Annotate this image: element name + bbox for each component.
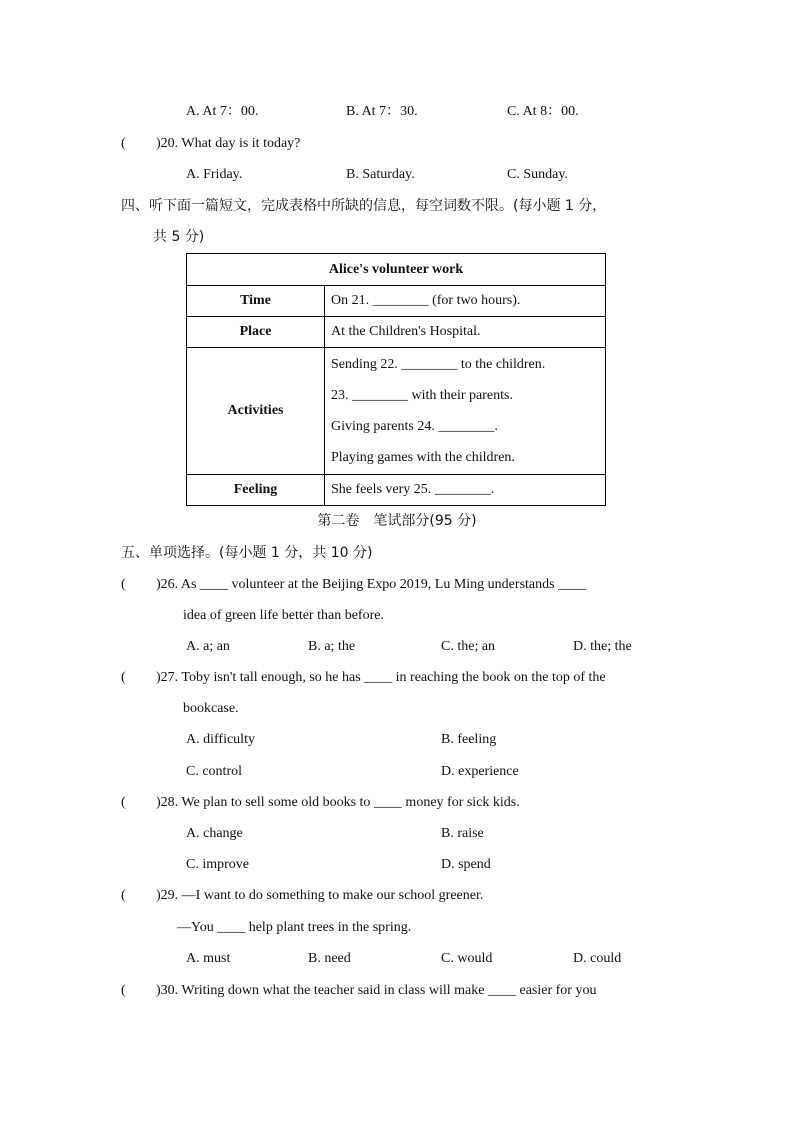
table-title-row	[187, 254, 606, 286]
q29-option-b: B. need	[308, 951, 351, 966]
place-value: At the Children's Hospital.	[325, 317, 606, 348]
activities-label: Activities	[187, 348, 325, 475]
q30-answer-bracket: (	[121, 983, 126, 998]
part2-title: 第二卷 笔试部分(95 分)	[317, 513, 477, 529]
q20-stem-text: 20. What day is it today?	[160, 136, 301, 151]
q26-answer-bracket: (	[121, 577, 126, 592]
time-value: On 21. ________ (for two hours).	[325, 286, 606, 317]
section4-header-line2: 共 5 分)	[153, 229, 205, 245]
q20-option-a: A. Friday.	[186, 167, 243, 182]
table-row-feeling	[187, 475, 606, 506]
table-row-place	[187, 317, 606, 348]
q27-option-c: C. control	[186, 764, 242, 779]
section5-header: 五、单项选择。(每小题 1 分，共 10 分)	[121, 545, 373, 561]
volunteer-info-table	[186, 253, 606, 506]
section4-header-line1: 四、听下面一篇短文，完成表格中所缺的信息，每空词数不限。(每小题 1 分，	[121, 198, 607, 214]
activity-line: Giving parents 24. ________.	[331, 419, 498, 434]
feeling-label: Feeling	[187, 475, 325, 506]
q28-option-a: A. change	[186, 826, 243, 841]
q26-stem-line2: idea of green life better than before.	[183, 608, 384, 623]
q28-stem: )28. We plan to sell some old books to ____ money for sick kids.	[156, 795, 520, 810]
q20-stem	[156, 135, 300, 153]
activity-line: Playing games with the children.	[331, 450, 515, 465]
time-label: Time	[187, 286, 325, 317]
q29-option-a: A. must	[186, 951, 231, 966]
q27-option-a: A. difficulty	[186, 732, 255, 747]
q27-option-b: B. feeling	[441, 732, 497, 747]
place-label: Place	[187, 317, 325, 348]
q28-option-b: B. raise	[441, 826, 484, 841]
q27-stem-line2: bookcase.	[183, 701, 239, 716]
q26-option-d: D. the; the	[573, 639, 632, 654]
q29-stem-line2: —You ____ help plant trees in the spring.	[177, 920, 412, 935]
q20-answer-bracket-open: (	[121, 136, 126, 151]
q26-option-c: C. the; an	[441, 639, 496, 654]
q19-option-a: A. At 7：00.	[186, 104, 259, 119]
q27-option-d: D. experience	[441, 764, 519, 779]
q26-option-b: B. a; the	[308, 639, 356, 654]
q27-answer-bracket: (	[121, 670, 126, 685]
q19-option-b: B. At 7：30.	[346, 104, 418, 119]
q20-option-b: B. Saturday.	[346, 167, 415, 182]
q26-stem-line1: )26. As ____ volunteer at the Beijing Expo 2019, Lu Ming understands ____	[156, 577, 587, 592]
q20-option-c: C. Sunday.	[507, 167, 568, 182]
q29-stem-line1: )29. —I want to do something to make our school greener.	[156, 888, 484, 903]
q28-answer-bracket: (	[121, 795, 126, 810]
feeling-value: She feels very 25. ________.	[325, 475, 606, 506]
q29-option-d: D. could	[573, 951, 622, 966]
q19-option-c: C. At 8：00.	[507, 104, 579, 119]
q30-stem: )30. Writing down what the teacher said in class will make ____ easier for you	[156, 983, 597, 998]
q29-answer-bracket: (	[121, 888, 126, 903]
q20-answer-bracket-close: )	[156, 136, 161, 151]
q26-option-a: A. a; an	[186, 639, 230, 654]
activity-line: Sending 22. ________ to the children.	[331, 357, 546, 372]
table-row-activities	[187, 348, 606, 475]
q28-option-d: D. spend	[441, 857, 491, 872]
table-title: Alice's volunteer work	[187, 254, 606, 286]
activities-value	[325, 348, 606, 475]
q27-stem-line1: )27. Toby isn't tall enough, so he has ____ in reaching the book on the top of the	[156, 670, 606, 685]
table-row-time	[187, 286, 606, 317]
activity-line: 23. ________ with their parents.	[331, 388, 513, 403]
q29-option-c: C. would	[441, 951, 493, 966]
q28-option-c: C. improve	[186, 857, 249, 872]
